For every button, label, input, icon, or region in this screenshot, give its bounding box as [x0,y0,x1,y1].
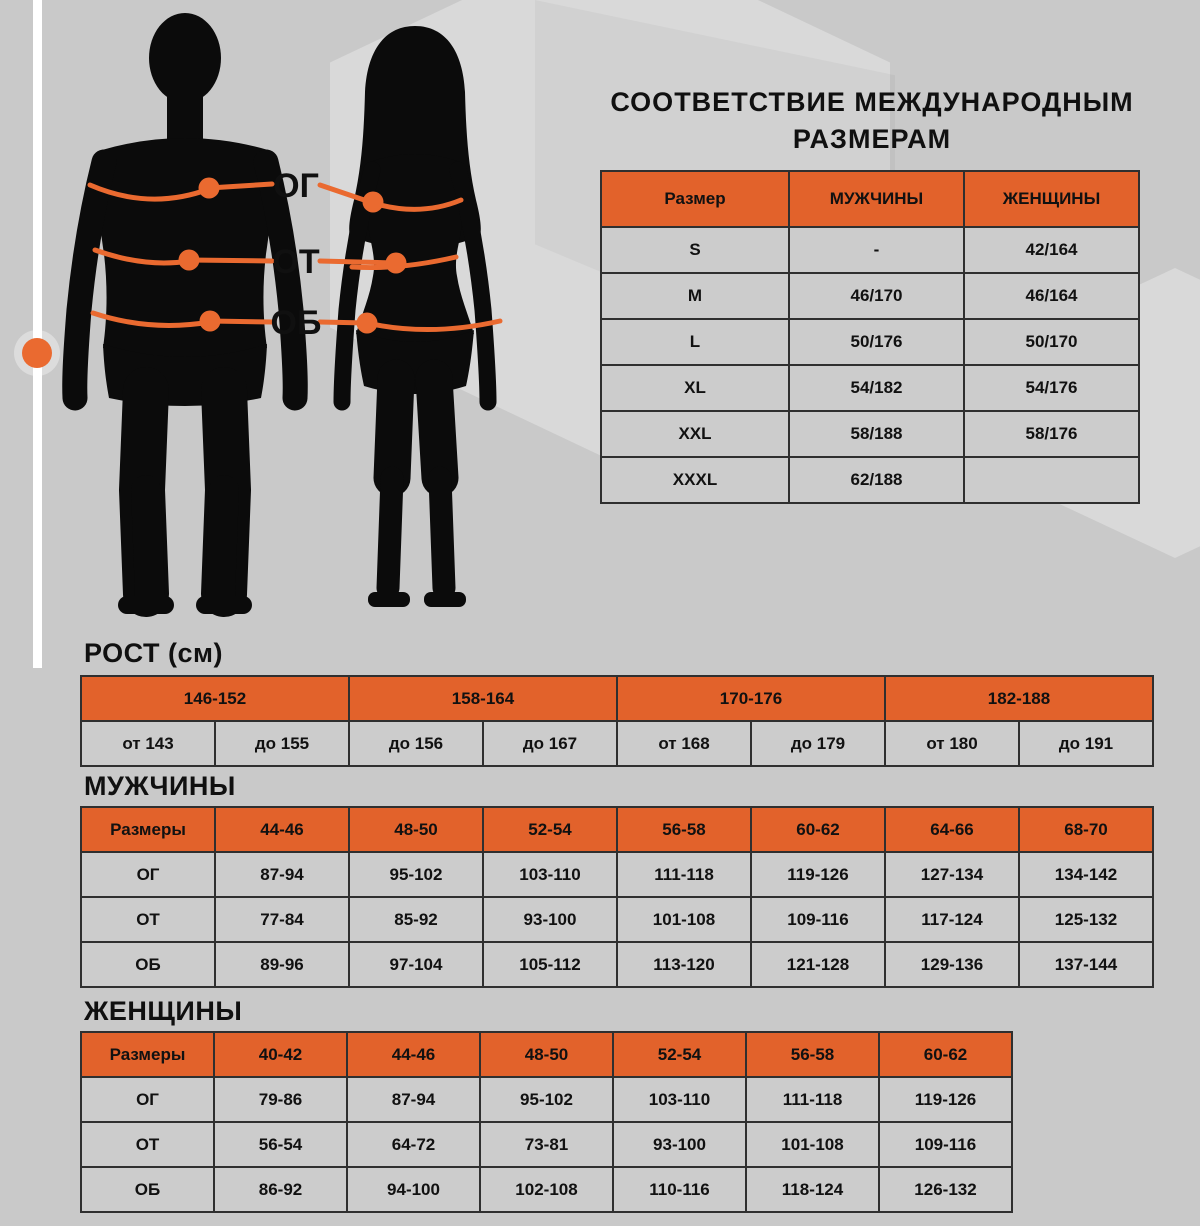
table-cell: 50/170 [965,320,1138,364]
female-hips-dot [357,313,378,334]
table-cell: XXL [602,412,788,456]
table-header-cell: 64-66 [886,808,1018,851]
table-cell: 102-108 [481,1168,612,1211]
women-size-table [80,1031,1013,1213]
table-header-cell: 52-54 [484,808,616,851]
table-cell: 42/164 [965,228,1138,272]
table-cell: 85-92 [350,898,482,941]
table-cell: до 191 [1020,722,1152,765]
table-cell: от 180 [886,722,1018,765]
table-cell: 110-116 [614,1168,745,1211]
table-header-cell: 68-70 [1020,808,1152,851]
table-cell: 97-104 [350,943,482,986]
table-cell: 119-126 [880,1078,1011,1121]
page-title-line1: СООТВЕТСТВИЕ МЕЖДУНАРОДНЫМ [610,87,1134,117]
female-chest-dot [363,192,384,213]
table-cell: 129-136 [886,943,1018,986]
table-cell: XXXL [602,458,788,502]
table-cell: 118-124 [747,1168,878,1211]
table-cell: 109-116 [880,1123,1011,1166]
table-cell: 58/188 [790,412,963,456]
table-cell: 111-118 [747,1078,878,1121]
height-range-header: 170-176 [618,677,884,720]
row-label-cell: ОБ [82,1168,213,1211]
table-cell: от 143 [82,722,214,765]
table-cell: 56-54 [215,1123,346,1166]
male-silhouette [75,13,296,614]
table-header-cell: 48-50 [481,1033,612,1076]
table-cell [965,458,1138,502]
table-cell: 54/176 [965,366,1138,410]
table-cell: 126-132 [880,1168,1011,1211]
table-cell: до 155 [216,722,348,765]
table-header-cell: 44-46 [216,808,348,851]
men-section-title: МУЖЧИНЫ [84,771,236,801]
table-header-cell: Размеры [82,1033,213,1076]
waist-label: ОТ [272,243,320,281]
table-header-cell: Размеры [82,808,214,851]
row-label-cell: ОГ [82,853,214,896]
table-cell: 79-86 [215,1078,346,1121]
table-header-cell: ЖЕНЩИНЫ [965,172,1138,226]
table-header-cell: 44-46 [348,1033,479,1076]
table-cell: 87-94 [216,853,348,896]
table-header-cell: 48-50 [350,808,482,851]
table-cell: XL [602,366,788,410]
page-title [580,84,1164,158]
table-cell: 64-72 [348,1123,479,1166]
table-cell: 109-116 [752,898,884,941]
male-waist-dot [179,250,200,271]
table-cell: 103-110 [484,853,616,896]
row-label-cell: ОТ [82,898,214,941]
female-waist-dot [386,253,407,274]
row-label-cell: ОБ [82,943,214,986]
table-cell: L [602,320,788,364]
table-header-cell: Размер [602,172,788,226]
table-cell: 103-110 [614,1078,745,1121]
table-cell: 113-120 [618,943,750,986]
table-cell: до 156 [350,722,482,765]
height-range-header: 146-152 [82,677,348,720]
waist-label-link-right [320,261,396,263]
table-cell: до 179 [752,722,884,765]
table-cell: 86-92 [215,1168,346,1211]
waist-label-link-left [189,260,272,261]
table-cell: 105-112 [484,943,616,986]
table-cell: 46/170 [790,274,963,318]
table-header-cell: 56-58 [747,1033,878,1076]
table-cell: M [602,274,788,318]
table-header-cell: МУЖЧИНЫ [790,172,963,226]
row-label-cell: ОТ [82,1123,213,1166]
rost-section-title: РОСТ (см) [84,638,223,668]
table-cell: 134-142 [1020,853,1152,896]
international-size-table [600,170,1140,504]
male-chest-dot [199,178,220,199]
table-cell: S [602,228,788,272]
table-cell: до 167 [484,722,616,765]
table-cell: 89-96 [216,943,348,986]
table-cell: 93-100 [614,1123,745,1166]
table-cell: 127-134 [886,853,1018,896]
table-cell: 46/164 [965,274,1138,318]
table-cell: 95-102 [350,853,482,896]
chest-label: ОГ [273,167,319,205]
table-header-cell: 52-54 [614,1033,745,1076]
table-cell: 54/182 [790,366,963,410]
table-cell: 101-108 [618,898,750,941]
table-cell: 117-124 [886,898,1018,941]
table-header-cell: 40-42 [215,1033,346,1076]
table-cell: 137-144 [1020,943,1152,986]
table-cell: 95-102 [481,1078,612,1121]
table-cell: 111-118 [618,853,750,896]
table-cell: 87-94 [348,1078,479,1121]
height-table [80,675,1154,767]
women-section-title: ЖЕНЩИНЫ [84,996,243,1026]
height-range-header: 182-188 [886,677,1152,720]
height-range-header: 158-164 [350,677,616,720]
table-cell: 119-126 [752,853,884,896]
table-header-cell: 60-62 [880,1033,1011,1076]
table-cell: 93-100 [484,898,616,941]
male-hips-dot [200,311,221,332]
table-cell: 77-84 [216,898,348,941]
table-cell: 62/188 [790,458,963,502]
table-cell: 125-132 [1020,898,1152,941]
table-cell: 101-108 [747,1123,878,1166]
row-label-cell: ОГ [82,1078,213,1121]
table-cell: 73-81 [481,1123,612,1166]
table-header-cell: 60-62 [752,808,884,851]
hips-label: ОБ [270,304,322,342]
men-size-table [80,806,1154,988]
table-cell: 50/176 [790,320,963,364]
table-header-cell: 56-58 [618,808,750,851]
body-measurement-diagram [40,0,560,640]
table-cell: от 168 [618,722,750,765]
table-cell: 58/176 [965,412,1138,456]
table-cell: 94-100 [348,1168,479,1211]
table-cell: - [790,228,963,272]
table-cell: 121-128 [752,943,884,986]
page-title-line2: РАЗМЕРАМ [792,124,952,154]
